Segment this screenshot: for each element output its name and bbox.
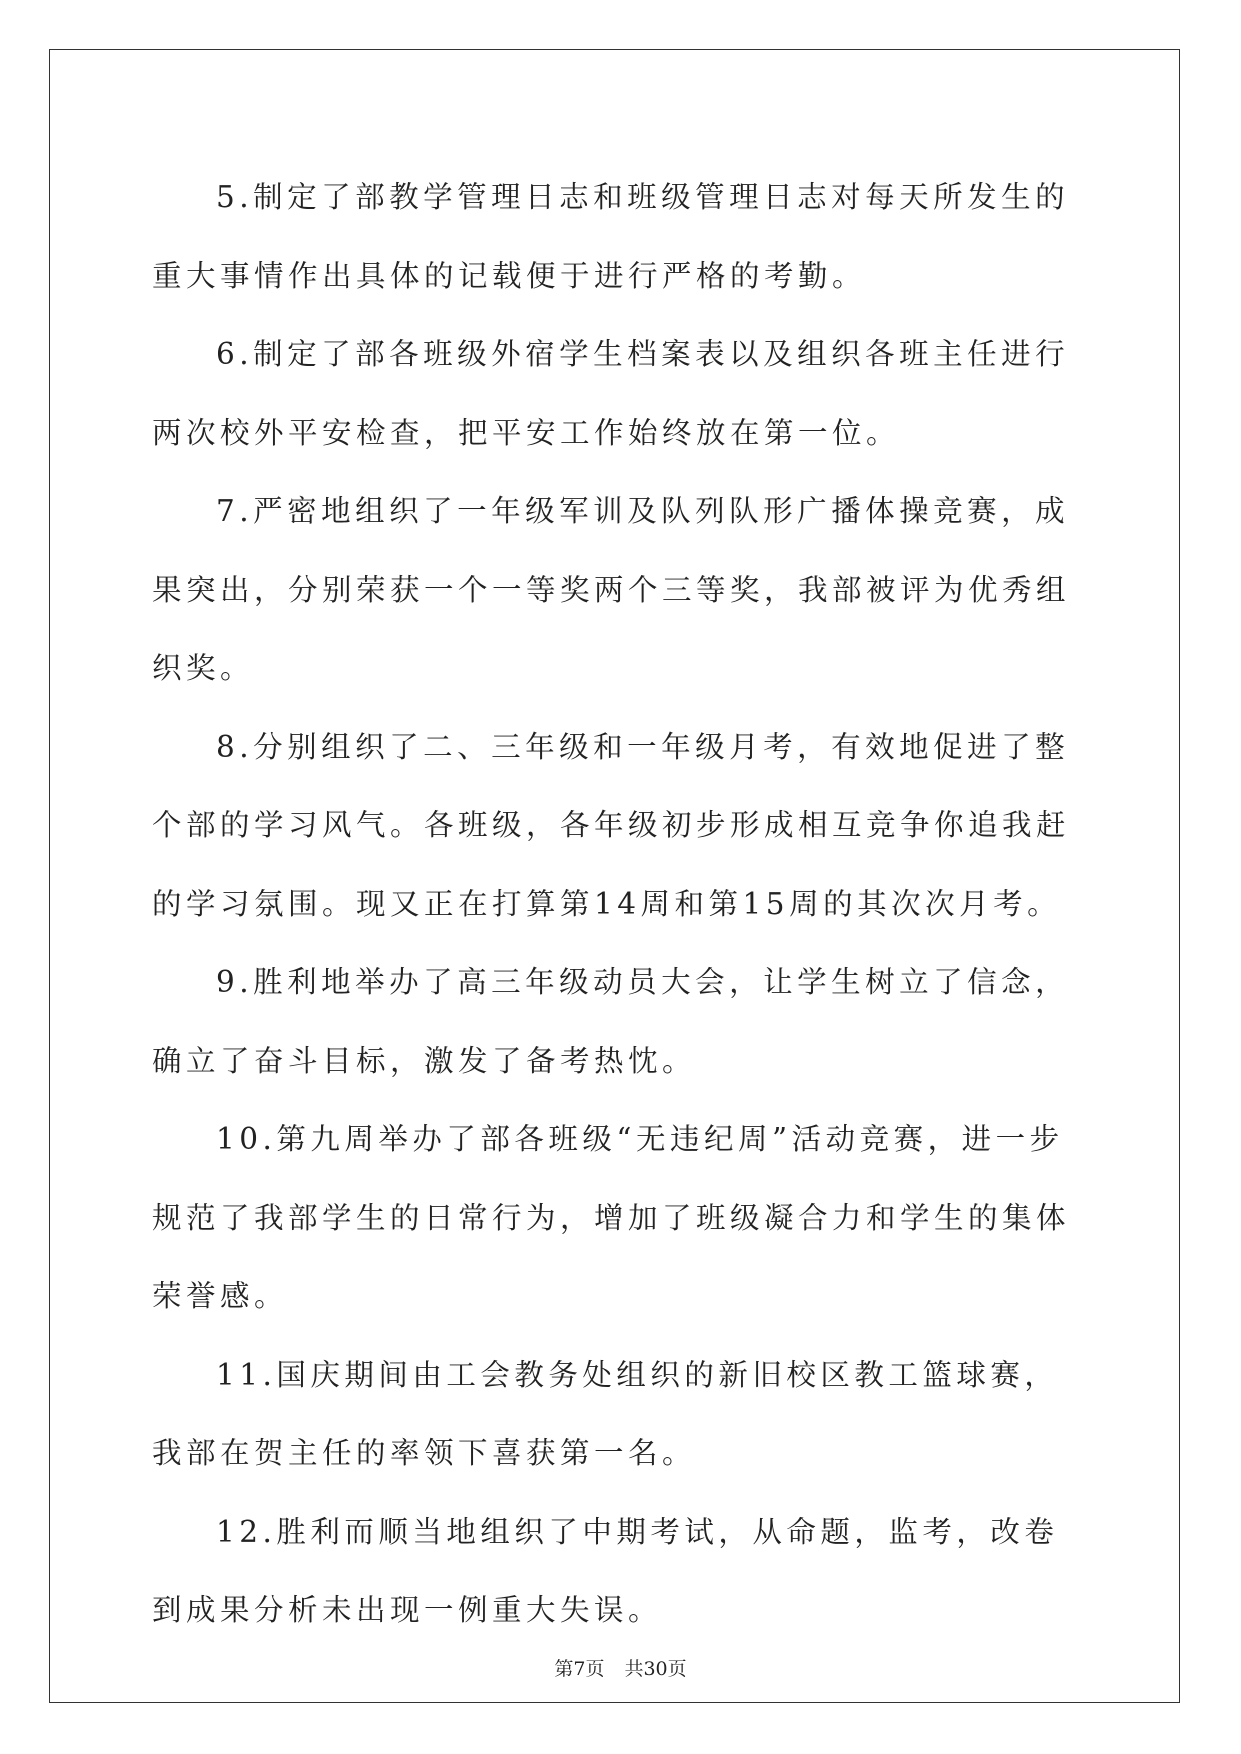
paragraph-item-11: 11.国庆期间由工会教务处组织的新旧校区教工篮球赛，我部在贺主任的率领下喜获第一名。 bbox=[152, 1357, 1059, 1470]
paragraph-item-6: 6.制定了部各班级外宿学生档案表以及组织各班主任进行两次校外平安检查，把平安工作始终放在第一位。 bbox=[152, 337, 1070, 450]
paragraph-item-12: 12.胜利而顺当地组织了中期考试，从命题，监考，改卷到成果分析未出现一例重大失误。 bbox=[152, 1514, 1059, 1627]
paragraph-item-9: 9.胜利地举办了高三年级动员大会，让学生树立了信念，确立了奋斗目标，激发了备考热忱。 bbox=[152, 965, 1070, 1078]
paragraph-item-7: 7.严密地组织了一年级军训及队列队形广播体操竞赛，成果突出，分别荣获一个一等奖两个三等奖，我部被评为优秀组织奖。 bbox=[152, 494, 1071, 685]
paragraph-item-10: 10.第九周举办了部各班级“无违纪周”活动竞赛，进一步规范了我部学生的日常行为，增加了班级凝合力和学生的集体荣誉感。 bbox=[152, 1122, 1071, 1313]
page-total: 共30页 bbox=[624, 1658, 687, 1680]
page-number: 第7页 bbox=[554, 1658, 605, 1680]
document-body bbox=[152, 158, 1082, 1650]
paragraph-item-8: 8.分别组织了二、三年级和一年级月考，有效地促进了整个部的学习风气。各班级，各年级初步形成相互竞争你追我赶的学习氛围。现又正在打算第14周和第15周的其次次月考。 bbox=[152, 729, 1071, 921]
page-footer bbox=[0, 1654, 1241, 1681]
paragraph-item-5: 5.制定了部教学管理日志和班级管理日志对每天所发生的重大事情作出具体的记载便于进行严格的考勤。 bbox=[152, 180, 1070, 293]
